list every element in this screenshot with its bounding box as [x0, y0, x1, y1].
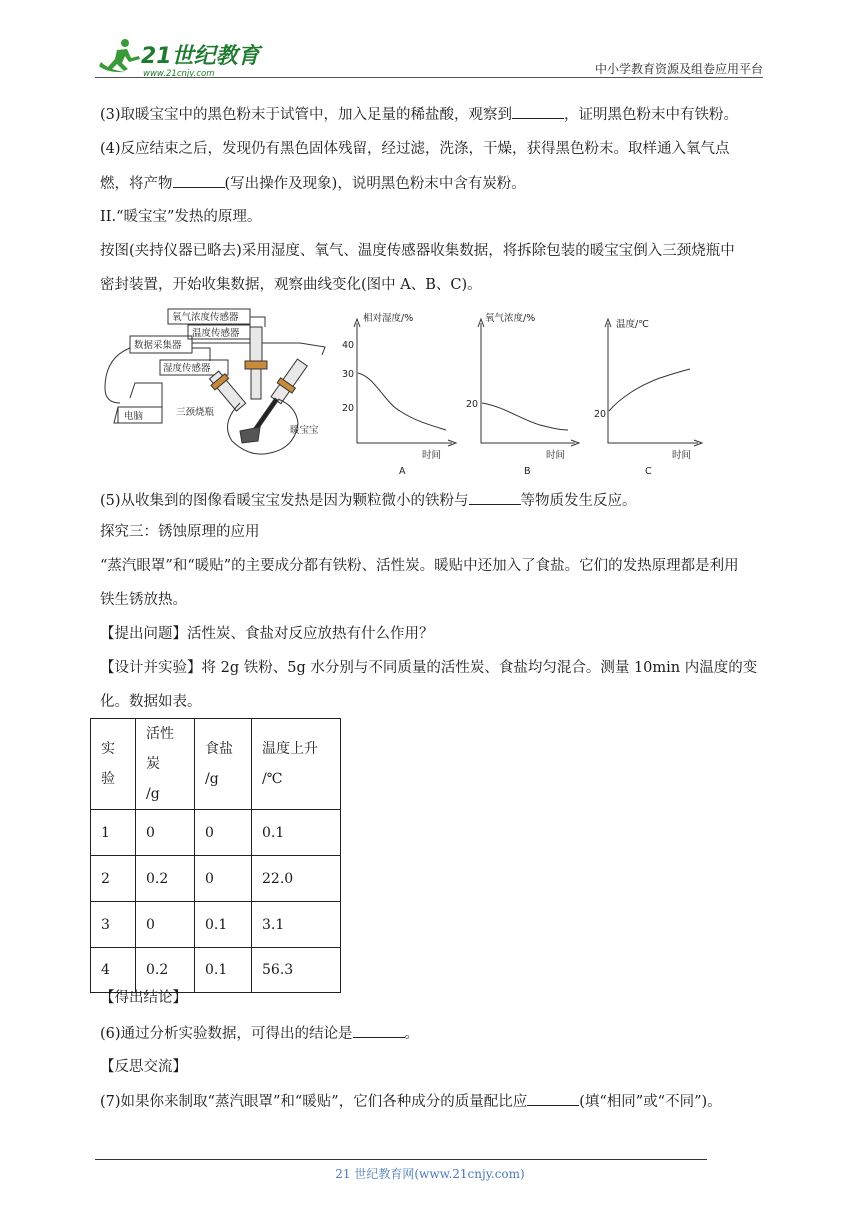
answer-blank: [353, 1023, 405, 1038]
design-line2: 化。数据如表。: [100, 694, 202, 710]
label-humidity-sensor: 湿度传感器: [163, 363, 211, 374]
design-line1: 【设计并实验】将 2g 铁粉、5g 水分别与不同质量的活性炭、食盐均匀混合。测量 10min 内温度的变: [100, 660, 758, 676]
graph-b-curve: [482, 403, 568, 430]
graph-c-id: C: [645, 466, 652, 477]
graph-a: [342, 312, 456, 477]
graph-b-xlabel: 时间: [546, 450, 566, 461]
q4-text-a: 燃，将产物: [100, 176, 173, 192]
answer-blank: [173, 173, 225, 188]
explore-heading: 探究三：锈蚀原理的应用: [100, 524, 260, 540]
question-7: [100, 1091, 722, 1112]
graph-c-ylabel: 温度/℃: [616, 319, 649, 330]
answer-blank: [527, 1091, 579, 1106]
answer-blank: [469, 490, 521, 505]
table-row: 1 0 0 0.1: [91, 810, 341, 856]
apply-line2: 铁生锈放热。: [100, 592, 187, 608]
header-divider: [95, 77, 763, 78]
label-computer: 电脑: [124, 411, 144, 422]
section-heading: II.“暖宝宝”发热的原理。: [100, 209, 262, 225]
graph-c-curve: [609, 369, 690, 411]
label-temp-sensor: 温度传感器: [192, 328, 240, 339]
label-collector: 数据采集器: [134, 340, 182, 351]
graph-b-tick-20: 20: [466, 399, 479, 410]
table-header-row: [91, 719, 341, 810]
logo-url: www.21cnjy.com: [143, 69, 215, 79]
q7-text-a: (7)如果你来制取“蒸汽眼罩”和“暖贴”，它们各种成分的质量配比应: [100, 1094, 528, 1110]
conclusion-heading: 【得出结论】: [100, 990, 187, 1006]
graph-a-tick-20: 20: [342, 403, 355, 414]
reflect-heading: 【反思交流】: [100, 1059, 187, 1075]
experiment-figure: [100, 303, 710, 483]
q3-text-a: (3)取暖宝宝中的黑色粉末于试管中，加入足量的稀盐酸，观察到: [100, 107, 513, 123]
graph-a-tick-40: 40: [342, 340, 355, 351]
graph-a-xlabel: 时间: [422, 450, 442, 461]
intro-line1: 按图(夹持仪器已略去)采用湿度、氧气、温度传感器收集数据，将拆除包装的暖宝宝倒入三颈烧瓶中: [100, 243, 735, 259]
q3-text-b: ，证明黑色粉末中有铁粉。: [564, 107, 739, 123]
table-row: 4 0.2 0.1 56.3: [91, 948, 341, 993]
th-exp: 实 验: [91, 719, 136, 810]
th-temp: 温度上升 /℃: [252, 719, 341, 810]
logo-text: 21世纪教育: [141, 44, 260, 69]
th-salt: 食盐 /g: [195, 719, 252, 810]
label-flask: 三颈烧瓶: [176, 407, 215, 418]
q6-text-b: 。: [404, 1026, 420, 1042]
label-o2-sensor: 氧气浓度传感器: [172, 312, 239, 323]
graph-c-tick-20: 20: [594, 409, 607, 420]
question-3: [100, 104, 738, 125]
graph-b: [466, 312, 579, 477]
data-table: [90, 718, 341, 993]
q6-text-a: (6)通过分析实验数据，可得出的结论是: [100, 1026, 353, 1042]
logo-21cnjy: [95, 36, 265, 80]
page-header: [95, 30, 763, 80]
graph-b-id: B: [524, 466, 531, 477]
graph-b-ylabel: 氧气浓度/%: [485, 313, 536, 324]
answer-blank: [512, 104, 564, 119]
label-warmer: 暖宝宝: [290, 425, 319, 436]
platform-name: 中小学教育资源及组卷应用平台: [594, 62, 763, 76]
intro-line2: 密封装置，开始收集数据，观察曲线变化(图中 A、B、C)。: [100, 277, 482, 293]
table-row: 3 0 0.1 3.1: [91, 902, 341, 948]
raise-question: 【提出问题】活性炭、食盐对反应放热有什么作用？: [100, 626, 434, 642]
graph-c-xlabel: 时间: [672, 450, 692, 461]
graph-a-ylabel: 相对湿度/%: [363, 313, 414, 324]
question-4-line2: [100, 173, 526, 194]
question-5: [100, 490, 637, 511]
graph-a-tick-30: 30: [342, 369, 355, 380]
graph-a-curve: [358, 373, 446, 430]
footer-text: 21 世纪教育网(www.21cnjy.com): [335, 1167, 525, 1181]
graph-c: [594, 318, 702, 477]
q4-text-b: (写出操作及现象)，说明黑色粉末中含有炭粉。: [224, 176, 526, 192]
th-carbon: 活性炭 /g: [136, 719, 195, 810]
graph-a-id: A: [399, 466, 406, 477]
apply-line1: “蒸汽眼罩”和“暖贴”的主要成分都有铁粉、活性炭。暖贴中还加入了食盐。它们的发热原理都是利用: [100, 558, 739, 574]
q5-text-b: 等物质发生反应。: [520, 493, 637, 509]
question-6: [100, 1023, 419, 1044]
question-4-line1: (4)反应结束之后，发现仍有黑色固体残留，经过滤，洗涤，干燥，获得黑色粉末。取样通入氧气点: [100, 141, 730, 157]
table-row: 2 0.2 0 22.0: [91, 856, 341, 902]
q5-text-a: (5)从收集到的图像看暖宝宝发热是因为颗粒微小的铁粉与: [100, 493, 469, 509]
footer-divider: [95, 1159, 707, 1160]
q7-text-b: (填“相同”或“不同”)。: [579, 1094, 722, 1110]
